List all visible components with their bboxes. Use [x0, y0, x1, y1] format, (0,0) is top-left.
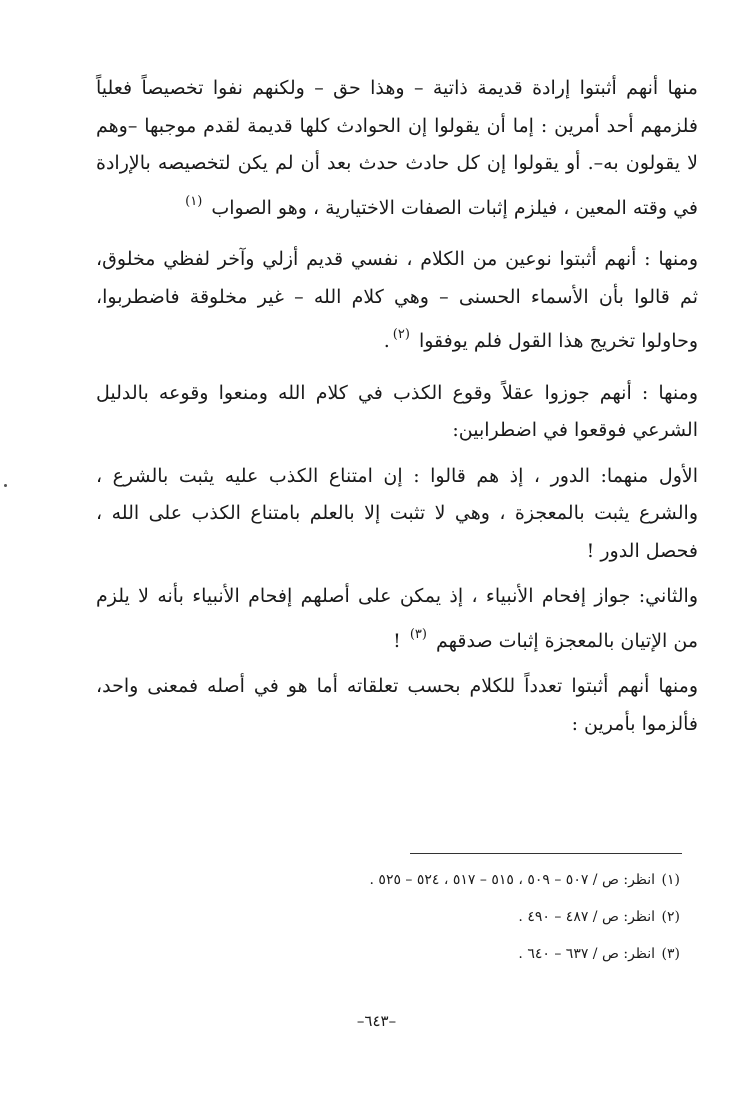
paragraph [96, 241, 698, 361]
margin-dot [4, 484, 7, 487]
paragraph-tail: . [383, 330, 390, 352]
footnote-divider [410, 853, 682, 854]
footnote-text: انظر: ص / ٦٣٧ – ٦٤٠ . [518, 946, 656, 962]
footnotes [200, 862, 680, 973]
footnote-ref: (١) [185, 193, 203, 209]
paragraph-tail: ! [393, 629, 401, 652]
paragraph [96, 668, 698, 743]
footnote [200, 899, 680, 936]
footnote-number: (٣) [661, 946, 680, 962]
footnote-number: (١) [661, 872, 680, 888]
paragraph-text: ومنها : أنهم أثبتوا نوعين من الكلام ، نفسي قديم أزلي وآخر لفظي مخلوق، ثم قالوا بأن الأسماء الحسنى – وهي كلام الله – غير مخلوقة فاضطربوا، وحاولوا تخريج هذا القول فلم يوفقوا [96, 248, 698, 352]
paragraph-text: الأول منهما: الدور ، إذ هم قالوا : إن امتناع الكذب عليه يثبت بالشرع ، والشرع يثبت بالمعجزة ، وهي لا تثبت إلا بالعلم بامتناع الكذب على الله ، فحصل الدور ! [96, 464, 698, 562]
footnote-ref: (٣) [409, 626, 427, 642]
footnote-number: (٢) [661, 909, 680, 925]
paragraph [96, 375, 698, 450]
paragraph [96, 458, 698, 571]
footnote-ref: (٢) [392, 327, 410, 342]
main-text [96, 70, 698, 757]
paragraph-text: ومنها : أنهم جوزوا عقلاً وقوع الكذب في كلام الله ومنعوا وقوعه بالدليل الشرعي فوقعوا في اضطرابين: [96, 381, 698, 441]
page-number: –٦٤٣– [356, 1012, 397, 1030]
paragraph [96, 70, 698, 227]
paragraph-text: منها أنهم أثبتوا إرادة قديمة ذاتية – وهذا حق – ولكنهم نفوا تخصيصاً فعلياً فلزمهم أحد أمرين : إما أن يقولوا إن الحوادث كلها قديمة لقدم موجبها –وهم لا يقولون به–. أو يقولوا إن كل حادث حدث بعد أن لم يكن لتخصيصه بالإرادة في وقته المعين ، فيلزم إثبات الصفات الاختيارية ، وهو الصواب [96, 77, 698, 219]
paragraph [96, 578, 698, 660]
footnote-text: انظر: ص / ٤٨٧ – ٤٩٠ . [518, 909, 656, 925]
footnote [200, 936, 680, 973]
paragraph-text: ومنها أنهم أثبتوا تعدداً للكلام بحسب تعلقاته أما هو في أصله فمعنى واحد، فألزموا بأمرين : [96, 675, 698, 735]
paragraph-text: والثاني: جواز إفحام الأنبياء ، إذ يمكن على أصلهم إفحام الأنبياء بأنه لا يلزم من الإتيان بالمعجزة إثبات صدقهم [96, 585, 698, 652]
footnote [200, 862, 680, 899]
footnote-text: انظر: ص / ٥٠٧ – ٥٠٩ ، ٥١٥ – ٥١٧ ، ٥٢٤ – ٥٢٥ . [369, 872, 656, 888]
